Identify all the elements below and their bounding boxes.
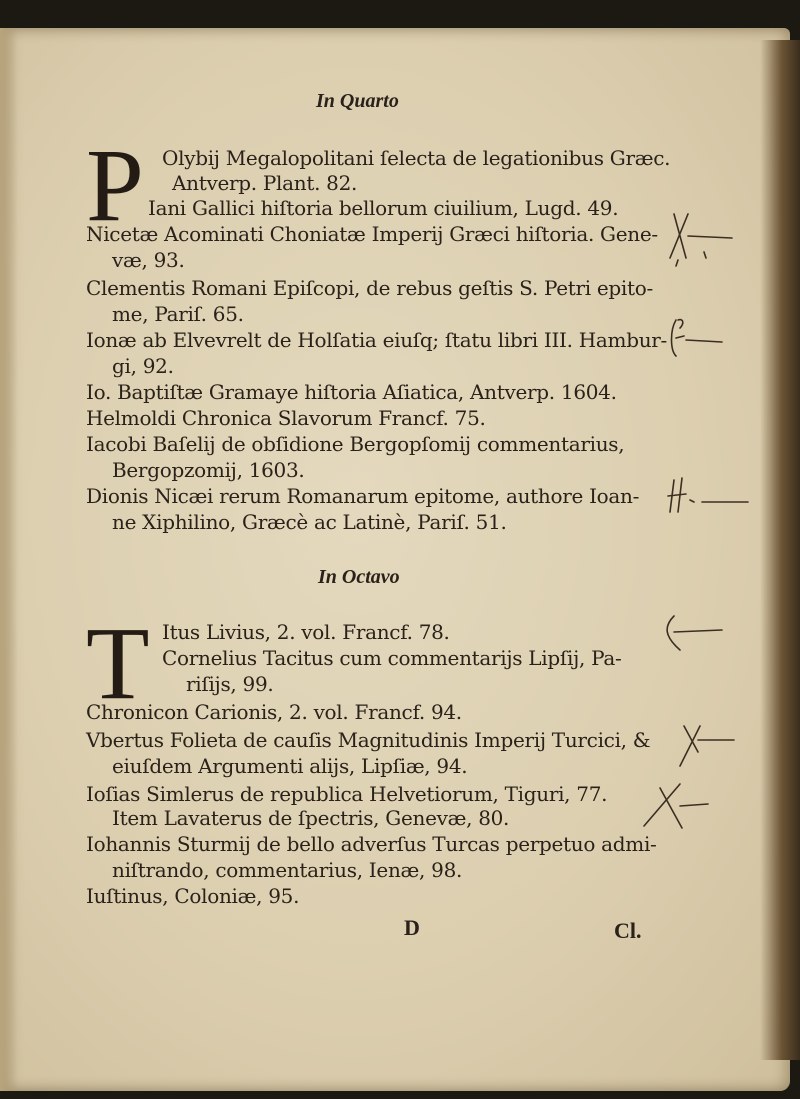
entry-line: Cornelius Tacitus cum commentarijs Lipſij, Pa- — [162, 646, 622, 670]
entry-line: Vbertus Folieta de cauſis Magnitudinis Imperij Turcici, & — [86, 728, 651, 752]
entry-line: Iuſtinus, Coloniæ, 95. — [86, 884, 300, 908]
entry-line: Iani Gallici hiſtoria bellorum ciuilium, Lugd. 49. — [148, 196, 619, 220]
entry-line: Nicetæ Acominati Choniatæ Imperij Græci hiſtoria. Gene- — [86, 222, 658, 246]
section-heading-quarto: In Quarto — [316, 90, 399, 112]
page-gutter — [0, 28, 18, 1091]
signature-mark: D — [404, 915, 420, 940]
entry-line: Itus Livius, 2. vol. Francf. 78. — [162, 620, 450, 644]
entry-line: niſtrando, commentarius, Ienæ, 98. — [112, 858, 463, 882]
entry-line: Iacobi Baſelij de obſidione Bergopſomij commentarius, — [86, 432, 625, 456]
handwritten-marginalia — [640, 200, 750, 880]
entry-line: eiuſdem Argumenti alijs, Lipſiæ, 94. — [112, 754, 468, 778]
entry-line: Antverp. Plant. 82. — [172, 171, 358, 195]
entry-line: Ioſias Simlerus de republica Helvetiorum, Tiguri, 77. — [86, 782, 608, 806]
entry-line: me, Pariſ. 65. — [112, 302, 244, 326]
entry-line: Item Lavaterus de ſpectris, Genevæ, 80. — [112, 806, 510, 830]
dropcap-t: T — [86, 606, 150, 721]
entry-line: ne Xiphilino, Græcè ac Latinè, Pariſ. 51. — [112, 510, 507, 534]
entry-line: Clementis Romani Epiſcopi, de rebus geſtis S. Petri epito- — [86, 276, 653, 300]
dropcap-p: P — [86, 128, 144, 243]
entry-line: Helmoldi Chronica Slavorum Francf. 75. — [86, 406, 486, 430]
entry-line: Bergopzomij, 1603. — [112, 458, 305, 482]
entry-line: Iohannis Sturmij de bello adverſus Turcas perpetuo admi- — [86, 832, 657, 856]
entry-line: riſijs, 99. — [186, 672, 274, 696]
catchword: Cl. — [614, 918, 642, 943]
book-edge — [760, 40, 800, 1060]
entry-line: Ionæ ab Elvevrelt de Holſatia eiuſq; ſtatu libri III. Hambur- — [86, 328, 668, 352]
entry-line: Olybij Megalopolitani ſelecta de legationibus Græc. — [162, 146, 671, 170]
entry-line: Chronicon Carionis, 2. vol. Francf. 94. — [86, 700, 462, 724]
entry-line: gi, 92. — [112, 354, 174, 378]
entry-line: væ, 93. — [112, 248, 185, 272]
section-heading-octavo: In Octavo — [318, 566, 400, 588]
entry-line: Io. Baptiſtæ Gramaye hiſtoria Aſiatica, Antverp. 1604. — [86, 380, 617, 404]
entry-line: Dionis Nicæi rerum Romanarum epitome, authore Ioan- — [86, 484, 640, 508]
